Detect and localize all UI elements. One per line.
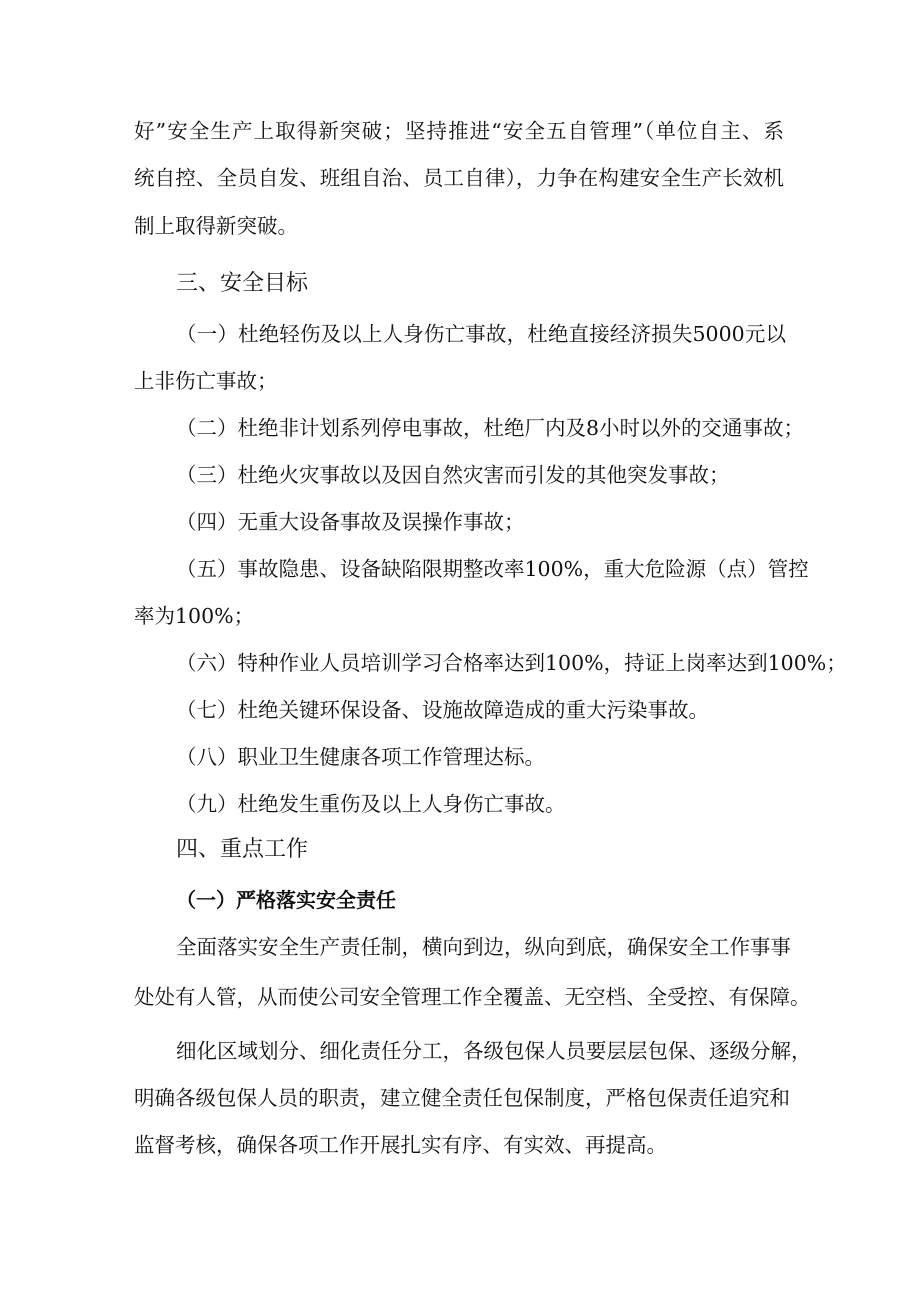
goal-item-9: （九）杜绝发生重伤及以上人身伤亡事故。 <box>176 792 566 816</box>
goal-item-8: （八）职业卫生健康各项工作管理达标。 <box>176 745 545 769</box>
goal-item-5: （五）事故隐患、设备缺陷限期整改率100%，重大危险源（点）管控 <box>176 557 809 581</box>
para2-line-1: 细化区域划分、细化责任分工，各级包保人员要层层包保、逐级分解， <box>176 1039 812 1063</box>
goal-item-7: （七）杜绝关键环保设备、设施故障造成的重大污染事故。 <box>176 698 709 722</box>
goal-item-1: （一）杜绝轻伤及以上人身伤亡事故，杜绝直接经济损失5000元以 <box>176 322 786 346</box>
subsection-heading-responsibility: （一）严格落实安全责任 <box>176 888 396 912</box>
goal-item-4: （四）无重大设备事故及误操作事故； <box>176 510 525 534</box>
para1-line-1: 全面落实安全生产责任制，横向到边，纵向到底，确保安全工作事事 <box>176 935 791 959</box>
para2-line-3: 监督考核，确保各项工作开展扎实有序、有实效、再提高。 <box>134 1133 667 1157</box>
section-heading-key-work: 四、重点工作 <box>176 837 309 862</box>
para1-line-2: 处处有人管，从而使公司安全管理工作全覆盖、无空档、全受控、有保障。 <box>134 985 811 1009</box>
goal-item-3: （三）杜绝火灾事故以及因自然灾害而引发的其他突发事故； <box>176 463 730 487</box>
goal-item-2: （二）杜绝非计划系列停电事故，杜绝厂内及8小时以外的交通事故； <box>176 416 805 440</box>
goal-item-6: （六）特种作业人员培训学习合格率达到100%，持证上岗率达到100%； <box>176 651 847 675</box>
goal-item-5-cont: 率为100%； <box>134 604 255 628</box>
goal-item-1-cont: 上非伤亡事故； <box>134 369 278 393</box>
section-heading-safety-goals: 三、安全目标 <box>176 271 309 296</box>
intro-line-3: 制上取得新突破。 <box>134 214 298 238</box>
para2-line-2: 明确各级包保人员的职责，建立健全责任包保制度，严格包保责任追究和 <box>134 1086 790 1110</box>
intro-line-1: 好”安全生产上取得新突破；坚持推进“安全五自管理”（单位自主、系 <box>134 119 784 143</box>
intro-line-2: 统自控、全员自发、班组自治、员工自律），力争在构建安全生产长效机 <box>134 166 784 190</box>
